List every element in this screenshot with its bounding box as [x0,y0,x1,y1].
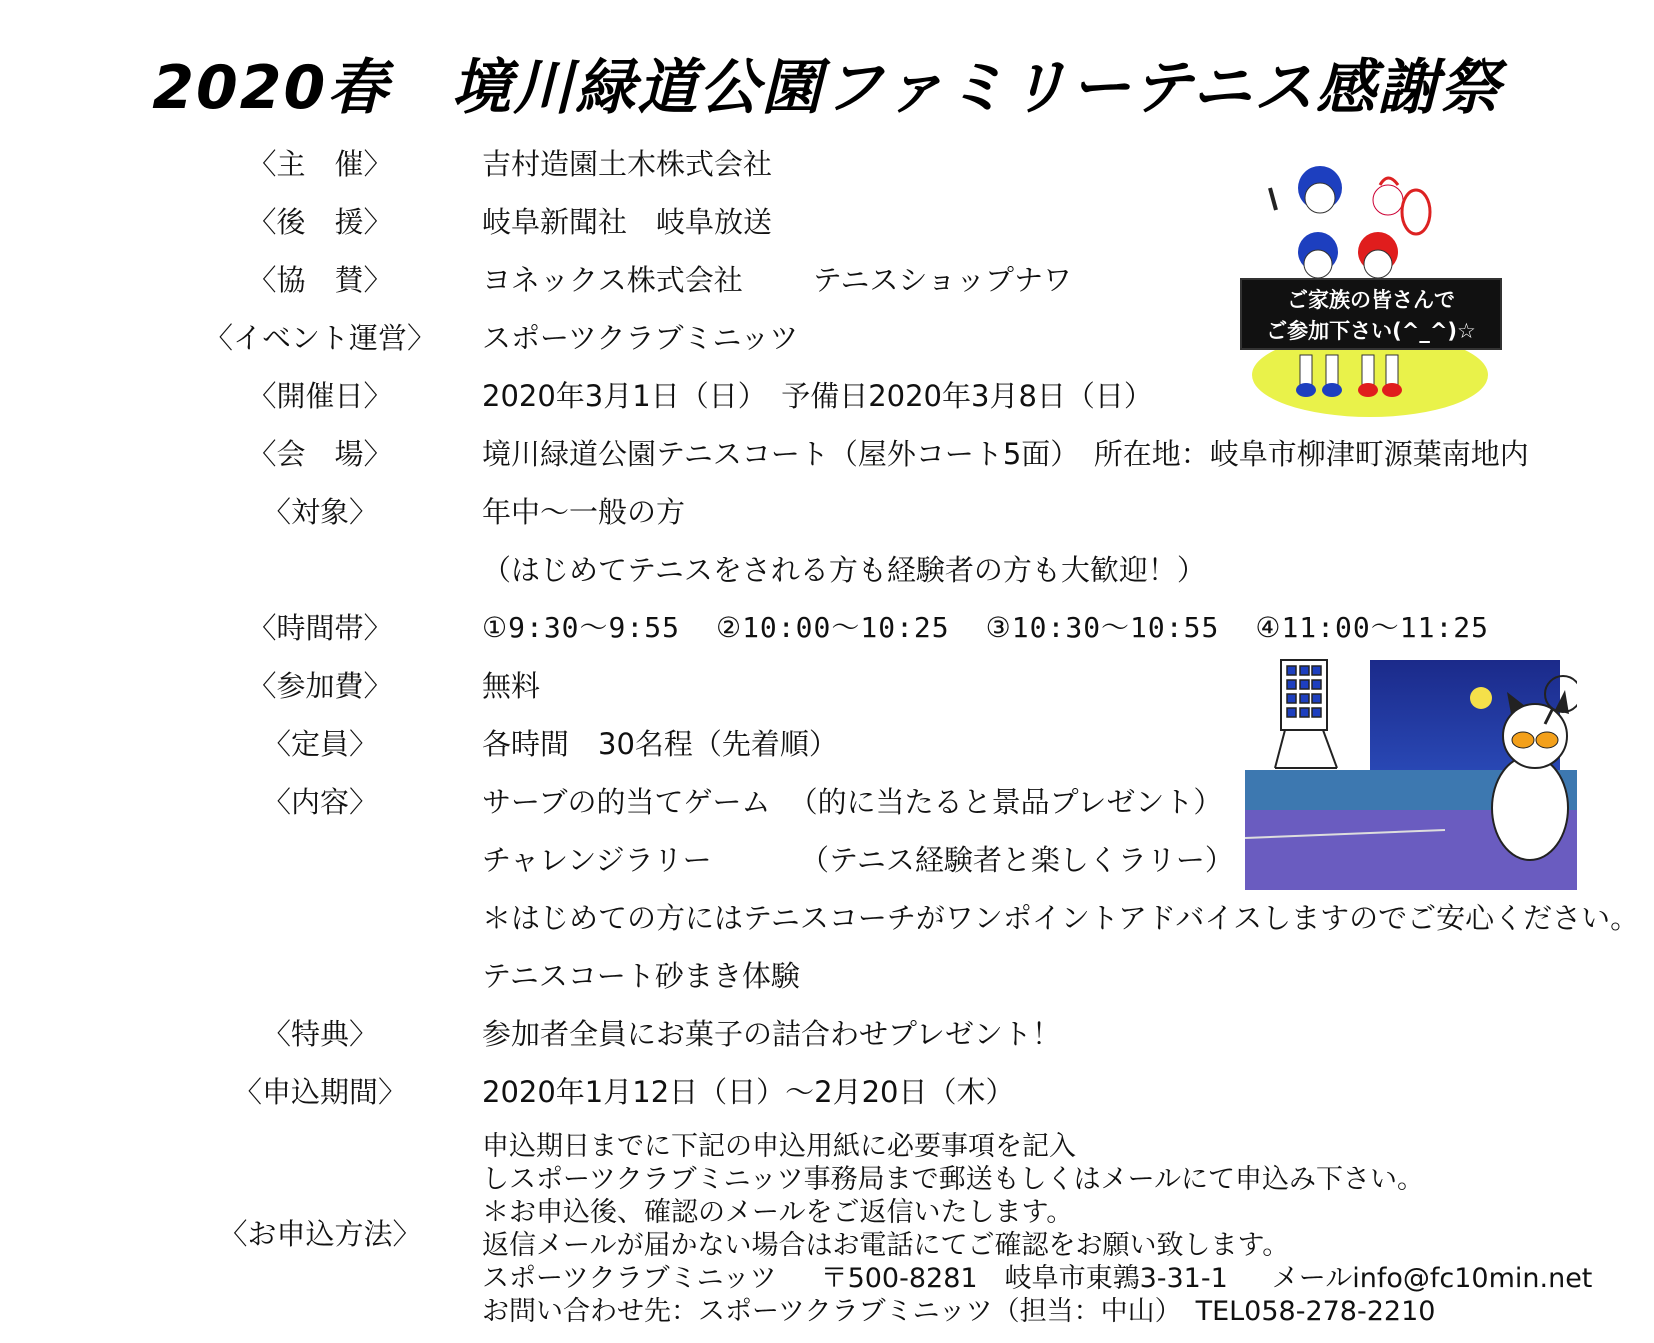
label-organizer: 〈主 催〉 [247,147,393,181]
slot-3: ③10:30～10:55 [985,611,1220,644]
label-operator: 〈イベント運営〉 [203,321,436,355]
contact-org: スポーツクラブミニッツ [482,1263,777,1294]
label-content: 〈内容〉 [261,785,378,819]
banner-line-2: ご参加下さい(^_^)☆ [1266,319,1476,343]
label-application-period: 〈申込期間〉 [232,1075,407,1109]
label-fee: 〈参加費〉 [247,669,393,703]
contact-inquiry: お問い合わせ先：スポーツクラブミニッツ（担当：中山） [482,1296,1182,1327]
value-content-2 [482,838,1234,879]
contact-mail: メールinfo@fc10min.net [1271,1263,1593,1294]
value-target-note: （はじめてテニスをされる方も経験者の方も大歓迎！） [482,553,1206,587]
application-method-text [482,1130,1592,1328]
value-target: 年中～一般の方 [482,495,686,529]
family-illustration [1240,160,1510,420]
slot-4: ④11:00～11:25 [1255,611,1490,644]
content-serve-game-note: （的に当たると景品プレゼント） [788,785,1223,819]
value-sponsor [482,258,1072,299]
label-application-method: 〈お申込方法〉 [218,1217,422,1251]
contact-address: 〒500-8281 岐阜市東鶉3-31-1 [820,1263,1228,1294]
sponsor-b: テニスショップナワ [812,263,1072,297]
value-timeslots [482,606,1489,646]
label-capacity: 〈定員〉 [261,727,378,761]
method-line-4: 返信メールが届かない場合はお電話にてご確認をお願い致します。 [482,1230,1290,1261]
label-target: 〈対象〉 [261,495,378,529]
contact-tel: TEL058-278-2210 [1195,1296,1436,1327]
value-content-4: テニスコート砂まき体験 [482,959,800,993]
value-supporter: 岐阜新聞社 岐阜放送 [482,205,773,239]
value-content-3: ＊はじめての方にはテニスコーチがワンポイントアドバイスしますのでご安心ください。 [482,901,1640,935]
method-line-3: ＊お申込後、確認のメールをご返信いたします。 [482,1197,1074,1228]
value-application-period: 2020年1月12日（日）～2月20日（木） [482,1075,1015,1109]
value-venue: 境川緑道公園テニスコート（屋外コート5面） 所在地：岐阜市柳津町源葉南地内 [482,437,1529,471]
value-content-1 [482,780,1222,821]
label-date: 〈開催日〉 [247,379,393,413]
value-date: 2020年3月1日（日） 予備日2020年3月8日（日） [482,379,1153,413]
banner-line-1: ご家族の皆さんで [1287,288,1455,312]
contact-line [482,1262,1592,1295]
tennis-court-illustration [1245,658,1577,890]
sponsor-a: ヨネックス株式会社 [482,263,743,297]
label-supporter: 〈後 援〉 [247,205,393,239]
page-title: 2020春 境川緑道公園ファミリーテニス感謝祭 [152,53,1502,123]
method-line-1: 申込期日までに下記の申込用紙に必要事項を記入 [482,1131,1076,1162]
label-bonus: 〈特典〉 [261,1017,378,1051]
slot-2: ②10:00～10:25 [715,611,950,644]
value-organizer: 吉村造園土木株式会社 [482,147,773,181]
method-line-2: しスポーツクラブミニッツ事務局まで郵送もしくはメールにて申込み下さい。 [482,1164,1425,1195]
content-rally-note: （テニス経験者と楽しくラリー） [800,843,1234,877]
inquiry-line [482,1295,1592,1328]
value-bonus: 参加者全員にお菓子の詰合わせプレゼント！ [482,1017,1061,1051]
family-banner [1240,278,1502,350]
value-fee: 無料 [482,669,541,703]
value-capacity: 各時間 30名程（先着順） [482,727,838,761]
content-serve-game: サーブの的当てゲーム [482,785,771,819]
value-operator: スポーツクラブミニッツ [482,321,799,355]
label-sponsor: 〈協 賛〉 [247,263,393,297]
tennis-court-drawing [1245,658,1577,890]
label-venue: 〈会 場〉 [247,437,393,471]
slot-1: ①9:30～9:55 [482,611,680,644]
content-rally: チャレンジラリー [482,843,712,877]
label-timeslots: 〈時間帯〉 [247,611,393,645]
